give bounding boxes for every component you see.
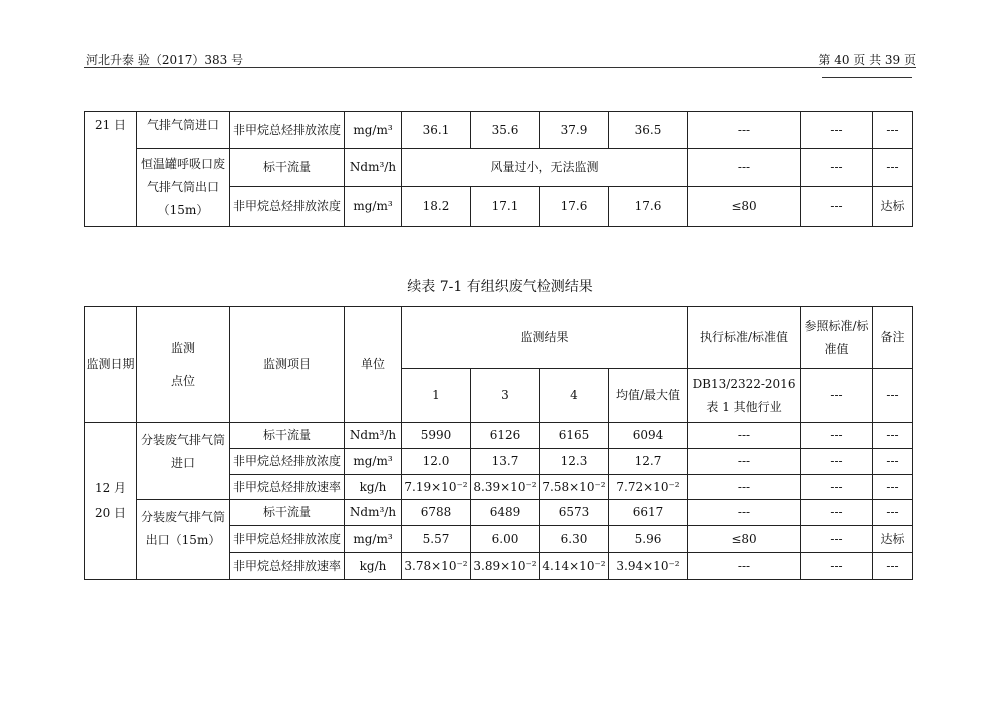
ref-cell: --- — [801, 553, 873, 580]
table-header-row — [85, 307, 913, 369]
note-cell: --- — [873, 449, 913, 475]
avg-cell: 3.94×10⁻² — [609, 553, 688, 580]
ref-cell: --- — [801, 449, 873, 475]
std-cell: --- — [688, 449, 801, 475]
unit-cell: Ndm³/h — [345, 423, 402, 449]
value-cell: 6165 — [540, 423, 609, 449]
table-row — [85, 500, 913, 526]
avg-cell: 17.6 — [609, 187, 688, 227]
std-cell: ≤80 — [688, 526, 801, 553]
value-cell: 6788 — [402, 500, 471, 526]
header-point-line2: 点位 — [170, 373, 195, 388]
std-cell: --- — [688, 149, 801, 187]
report-number: 河北升泰 验（2017）383 号 — [86, 53, 244, 67]
value-cell: 8.39×10⁻² — [471, 475, 540, 500]
note-cell: --- — [873, 112, 913, 149]
value-cell: 13.7 — [471, 449, 540, 475]
unit-cell: mg/m³ — [345, 526, 402, 553]
std-cell: --- — [688, 500, 801, 526]
point-cell: 分装废气排气筒出口（15m） — [137, 500, 230, 580]
header-point — [137, 307, 230, 423]
header-col-3: 3 — [471, 369, 540, 423]
note-cell: 达标 — [873, 526, 913, 553]
item-cell: 标干流量 — [230, 500, 345, 526]
point-cell: 分装废气排气筒进口 — [137, 423, 230, 500]
value-cell: 12.3 — [540, 449, 609, 475]
header-unit: 单位 — [345, 307, 402, 423]
value-cell: 6489 — [471, 500, 540, 526]
header-std: 执行标准/标准值 — [688, 307, 801, 369]
value-cell: 6126 — [471, 423, 540, 449]
ref-cell: --- — [801, 149, 873, 187]
table-row — [85, 423, 913, 449]
avg-cell: 6617 — [609, 500, 688, 526]
header-col-avg: 均值/最大值 — [609, 369, 688, 423]
value-cell: 6.00 — [471, 526, 540, 553]
value-cell: 7.58×10⁻² — [540, 475, 609, 500]
page-info: 第 40 页 共 39 页 — [818, 53, 916, 67]
value-cell: 4.14×10⁻² — [540, 553, 609, 580]
note-cell: --- — [873, 423, 913, 449]
table-caption: 续表 7-1 有组织废气检测结果 — [407, 279, 593, 295]
ref-cell: --- — [801, 423, 873, 449]
header-point-line1: 监测 — [170, 340, 195, 355]
std-cell: --- — [688, 423, 801, 449]
avg-cell: 36.5 — [609, 112, 688, 149]
value-cell: 5990 — [402, 423, 471, 449]
note-cell: 达标 — [873, 187, 913, 227]
date-day: 20 日 — [94, 506, 127, 520]
header-ref-sub: --- — [801, 369, 873, 423]
header-divider — [84, 67, 916, 68]
avg-cell: 12.7 — [609, 449, 688, 475]
value-cell: 7.19×10⁻² — [402, 475, 471, 500]
header-date: 监测日期 — [85, 307, 137, 423]
unit-cell: kg/h — [345, 475, 402, 500]
std-cell: --- — [688, 553, 801, 580]
results-table-continued — [84, 111, 913, 227]
header-note: 备注 — [873, 307, 913, 369]
point-cell: 气排气筒进口 — [137, 112, 230, 149]
item-cell: 标干流量 — [230, 423, 345, 449]
header-col-1: 1 — [402, 369, 471, 423]
avg-cell: 7.72×10⁻² — [609, 475, 688, 500]
ref-cell: --- — [801, 112, 873, 149]
avg-cell: 6094 — [609, 423, 688, 449]
header-col-4: 4 — [540, 369, 609, 423]
item-cell: 非甲烷总烃排放速率 — [230, 475, 345, 500]
header-item: 监测项目 — [230, 307, 345, 423]
date-cell — [85, 423, 137, 580]
ref-cell: --- — [801, 475, 873, 500]
value-cell: 37.9 — [540, 112, 609, 149]
note-cell: --- — [873, 149, 913, 187]
value-cell: 35.6 — [471, 112, 540, 149]
unit-cell: mg/m³ — [345, 187, 402, 227]
unit-cell: kg/h — [345, 553, 402, 580]
value-cell: 3.89×10⁻² — [471, 553, 540, 580]
item-cell: 非甲烷总烃排放浓度 — [230, 449, 345, 475]
date-month: 12 月 — [94, 481, 127, 495]
unit-cell: Ndm³/h — [345, 149, 402, 187]
std-cell: ≤80 — [688, 187, 801, 227]
value-cell: 3.78×10⁻² — [402, 553, 471, 580]
item-cell: 非甲烷总烃排放速率 — [230, 553, 345, 580]
date-cell: 21 日 — [85, 112, 137, 227]
value-cell: 17.1 — [471, 187, 540, 227]
ref-cell: --- — [801, 187, 873, 227]
value-cell: 17.6 — [540, 187, 609, 227]
unit-cell: Ndm³/h — [345, 500, 402, 526]
merged-value-cell: 风量过小，无法监测 — [402, 149, 688, 187]
item-cell: 非甲烷总烃排放浓度 — [230, 187, 345, 227]
value-cell: 36.1 — [402, 112, 471, 149]
table-row — [85, 112, 913, 149]
value-cell: 12.0 — [402, 449, 471, 475]
item-cell: 非甲烷总烃排放浓度 — [230, 112, 345, 149]
ref-cell: --- — [801, 526, 873, 553]
std-cell: --- — [688, 475, 801, 500]
ref-cell: --- — [801, 500, 873, 526]
note-cell: --- — [873, 553, 913, 580]
value-cell: 6573 — [540, 500, 609, 526]
value-cell: 6.30 — [540, 526, 609, 553]
avg-cell: 5.96 — [609, 526, 688, 553]
note-cell: --- — [873, 475, 913, 500]
header-results: 监测结果 — [402, 307, 688, 369]
unit-cell: mg/m³ — [345, 112, 402, 149]
header-underline — [822, 77, 912, 78]
header-ref: 参照标准/标准值 — [801, 307, 873, 369]
unit-cell: mg/m³ — [345, 449, 402, 475]
item-cell: 非甲烷总烃排放浓度 — [230, 526, 345, 553]
header-std-sub: DB13/2322-2016 表 1 其他行业 — [688, 369, 801, 423]
std-cell: --- — [688, 112, 801, 149]
value-cell: 18.2 — [402, 187, 471, 227]
results-table — [84, 306, 913, 580]
table-row — [85, 149, 913, 187]
value-cell: 5.57 — [402, 526, 471, 553]
note-cell: --- — [873, 500, 913, 526]
header-note-sub: --- — [873, 369, 913, 423]
item-cell: 标干流量 — [230, 149, 345, 187]
point-cell: 恒温罐呼吸口废气排气筒出口（15m） — [137, 149, 230, 227]
